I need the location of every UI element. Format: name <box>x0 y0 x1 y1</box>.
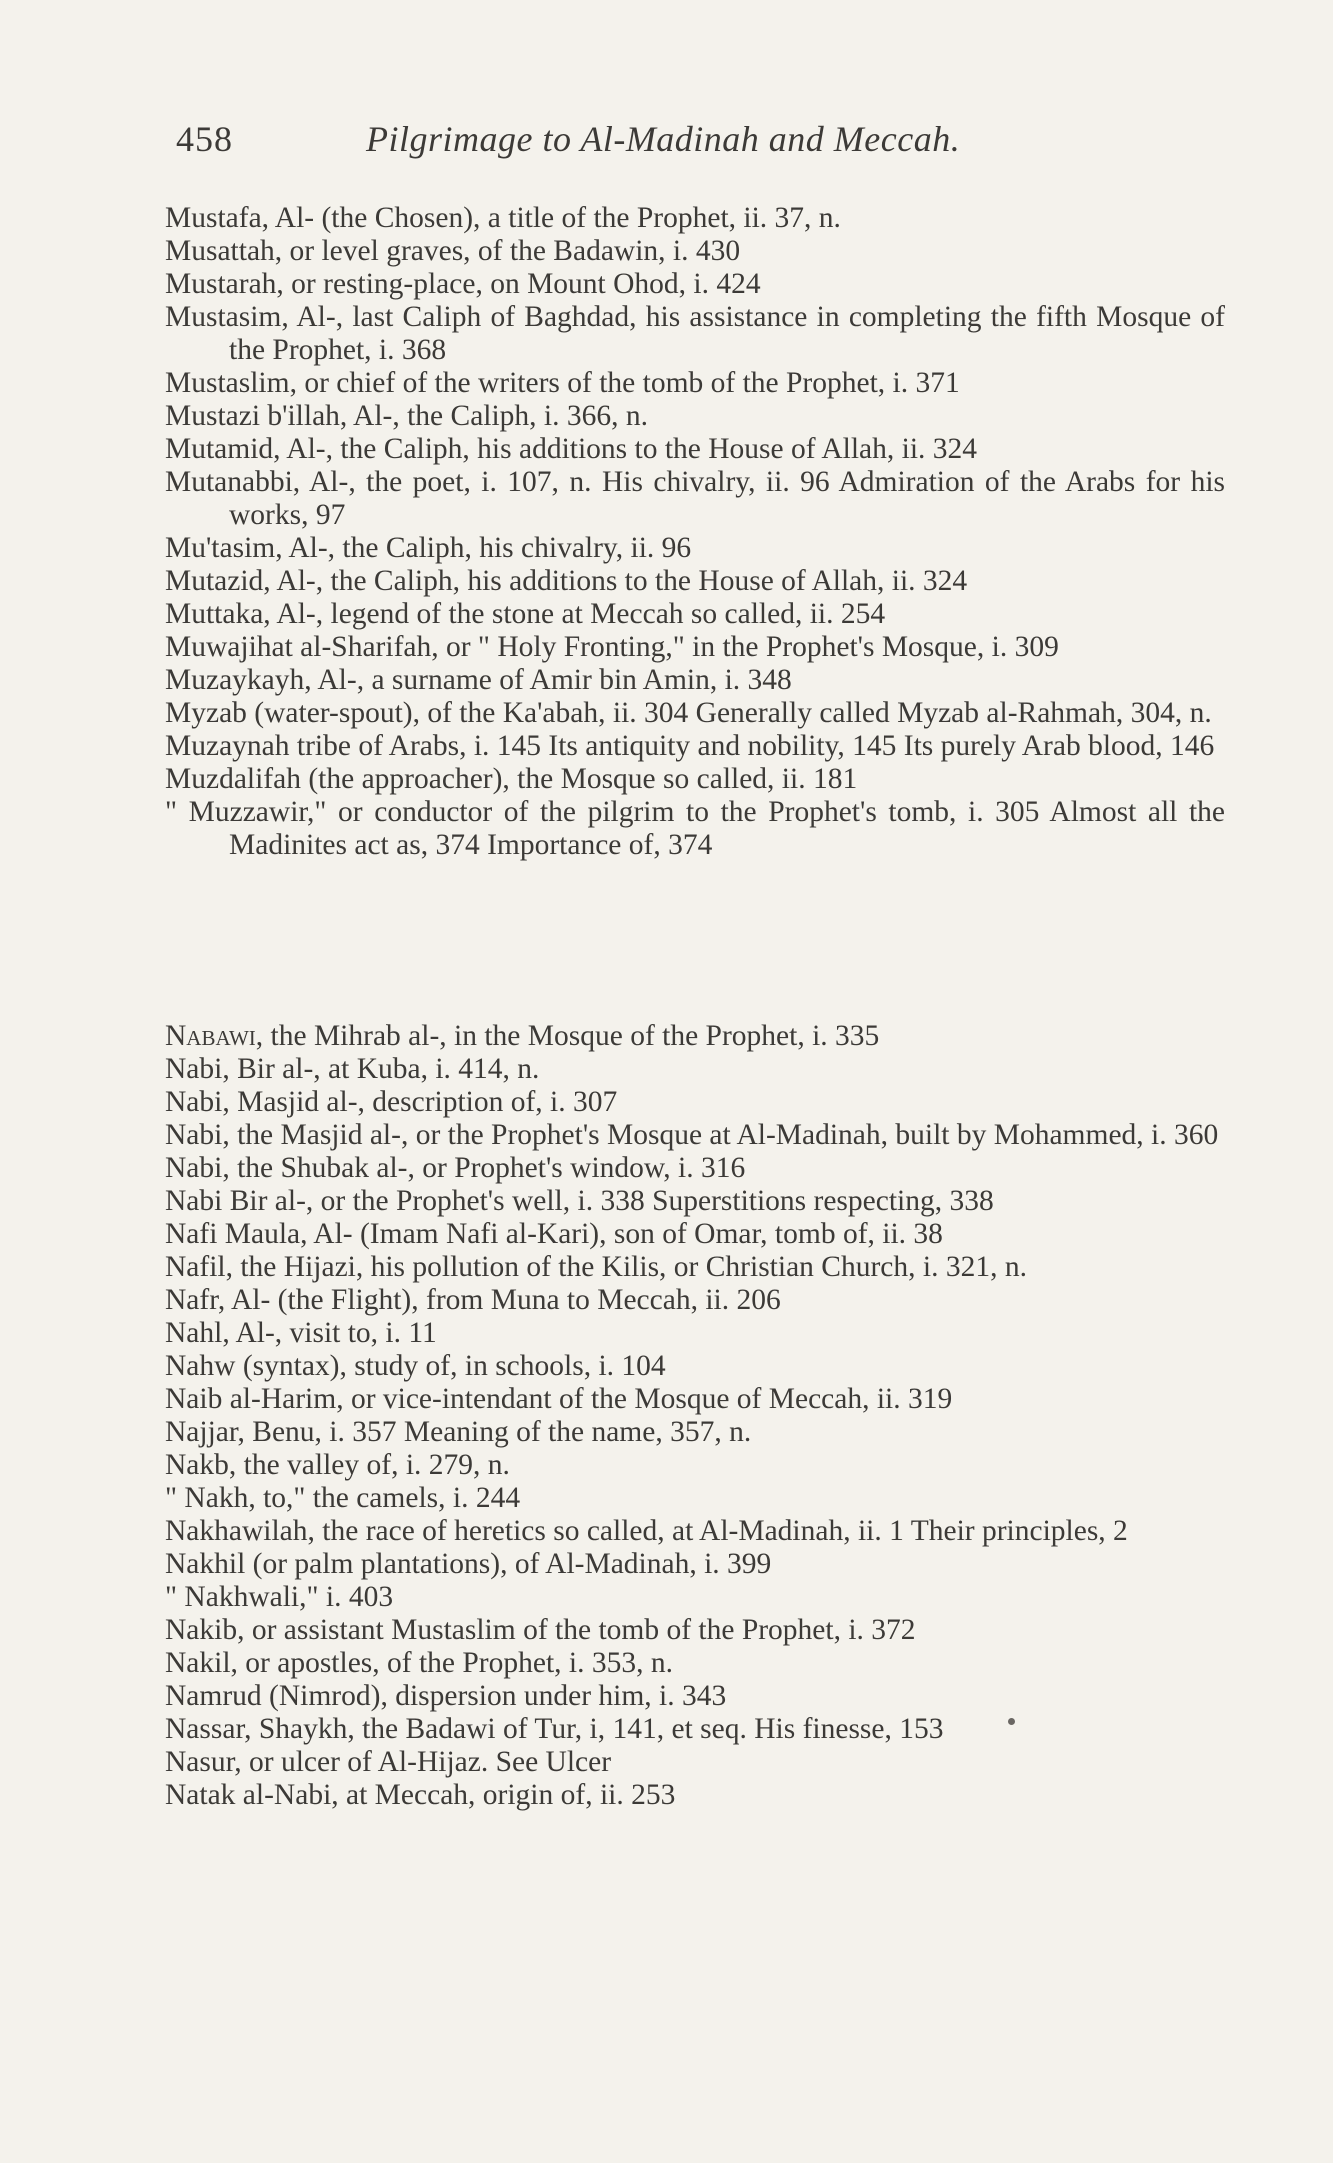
index-entry: Nabi, the Shubak al-, or Prophet's window, i. 316 <box>165 1152 746 1184</box>
index-entry: Myzab (water-spout), of the Ka'abah, ii. 304 Generally called Myzab al-Rahmah, 304, n. <box>165 697 1212 729</box>
index-entry: Naib al-Harim, or vice-intendant of the Mosque of Meccah, ii. 319 <box>165 1383 953 1415</box>
index-entry: Nabi, the Masjid al-, or the Prophet's Mosque at Al-Madinah, built by Mohammed, i. 360 <box>165 1119 1219 1151</box>
index-entry: Nabi Bir al-, or the Prophet's well, i. 338 Superstitions respecting, 338 <box>165 1185 994 1217</box>
page-number: 458 <box>176 119 233 159</box>
index-entry: Nafr, Al- (the Flight), from Muna to Meccah, ii. 206 <box>165 1284 781 1316</box>
index-entry: Nafi Maula, Al- (Imam Nafi al-Kari), son of Omar, tomb of, ii. 38 <box>165 1218 943 1250</box>
index-entry: Nasur, or ulcer of Al-Hijaz. See Ulcer <box>165 1746 612 1778</box>
index-entry: Mu'tasim, Al-, the Caliph, his chivalry, ii. 96 <box>165 532 692 564</box>
running-title: Pilgrimage to Al-Madinah and Meccah. <box>366 119 961 159</box>
index-entry: Muwajihat al-Sharifah, or " Holy Fronting," in the Prophet's Mosque, i. 309 <box>165 631 1059 663</box>
index-entry-first <box>165 1020 1225 1053</box>
index-entry: Mutamid, Al-, the Caliph, his additions to the House of Allah, ii. 324 <box>165 433 978 465</box>
index-entry: Nakil, or apostles, of the Prophet, i. 353, n. <box>165 1647 673 1679</box>
index-entry: Nahl, Al-, visit to, i. 11 <box>165 1317 437 1349</box>
index-entry: Mutanabbi, Al-, the poet, i. 107, n. His chivalry, ii. 96 Admiration of the Arabs for his works, 97 <box>165 466 1225 531</box>
index-entry: Natak al-Nabi, at Meccah, origin of, ii. 253 <box>165 1779 676 1811</box>
index-entry: " Muzzawir," or conductor of the pilgrim to the Prophet's tomb, i. 305 Almost all the Madinites act as, 374 Importance of, 374 <box>165 796 1225 861</box>
index-entry: Najjar, Benu, i. 357 Meaning of the name, 357, n. <box>165 1416 752 1448</box>
index-entry: Nakb, the valley of, i. 279, n. <box>165 1449 510 1481</box>
index-entry: Mustaslim, or chief of the writers of the tomb of the Prophet, i. 371 <box>165 367 960 399</box>
index-entry: Mustasim, Al-, last Caliph of Baghdad, his assistance in completing the fifth Mosque of the Prophet, i. 368 <box>165 301 1225 366</box>
index-entry: Mutazid, Al-, the Caliph, his additions to the House of Allah, ii. 324 <box>165 565 968 597</box>
index-entry: Namrud (Nimrod), dispersion under him, i. 343 <box>165 1680 727 1712</box>
index-entry: Nakhawilah, the race of heretics so called, at Al-Madinah, ii. 1 Their principles, 2 <box>165 1515 1128 1547</box>
index-section-m <box>165 202 1225 862</box>
section-headword: Nabawi <box>165 1020 256 1052</box>
index-entry: Muzaykayh, Al-, a surname of Amir bin Amin, i. 348 <box>165 664 792 696</box>
index-entry: Nabi, Masjid al-, description of, i. 307 <box>165 1086 618 1118</box>
index-section-n <box>165 1020 1225 1812</box>
index-entry: Nabi, Bir al-, at Kuba, i. 414, n. <box>165 1053 540 1085</box>
index-entry: " Nakh, to," the camels, i. 244 <box>165 1482 521 1514</box>
index-entry: Mustazi b'illah, Al-, the Caliph, i. 366, n. <box>165 400 649 432</box>
index-entry: Nakib, or assistant Mustaslim of the tomb of the Prophet, i. 372 <box>165 1614 916 1646</box>
index-entry: Nahw (syntax), study of, in schools, i. 104 <box>165 1350 666 1382</box>
entry-text: , the Mihrab al-, in the Mosque of the Prophet, i. 335 <box>255 1020 880 1052</box>
index-entry: Nassar, Shaykh, the Badawi of Tur, i, 141, et seq. His finesse, 153 <box>165 1713 944 1745</box>
index-entry: Muzaynah tribe of Arabs, i. 145 Its antiquity and nobility, 145 Its purely Arab blood, 146 <box>165 730 1215 762</box>
index-entry: Nafil, the Hijazi, his pollution of the Kilis, or Christian Church, i. 321, n. <box>165 1251 1027 1283</box>
index-entry: Nakhil (or palm plantations), of Al-Madinah, i. 399 <box>165 1548 772 1580</box>
index-entry: " Nakhwali," i. 403 <box>165 1581 394 1613</box>
index-entry: Muttaka, Al-, legend of the stone at Meccah so called, ii. 254 <box>165 598 886 630</box>
index-entry: Mustarah, or resting-place, on Mount Ohod, i. 424 <box>165 268 761 300</box>
index-entry: Musattah, or level graves, of the Badawin, i. 430 <box>165 235 741 267</box>
index-entry: Muzdalifah (the approacher), the Mosque so called, ii. 181 <box>165 763 858 795</box>
page-header <box>176 118 1176 168</box>
stray-dot-mark <box>1008 1718 1015 1725</box>
index-entry: Mustafa, Al- (the Chosen), a title of the Prophet, ii. 37, n. <box>165 202 841 234</box>
